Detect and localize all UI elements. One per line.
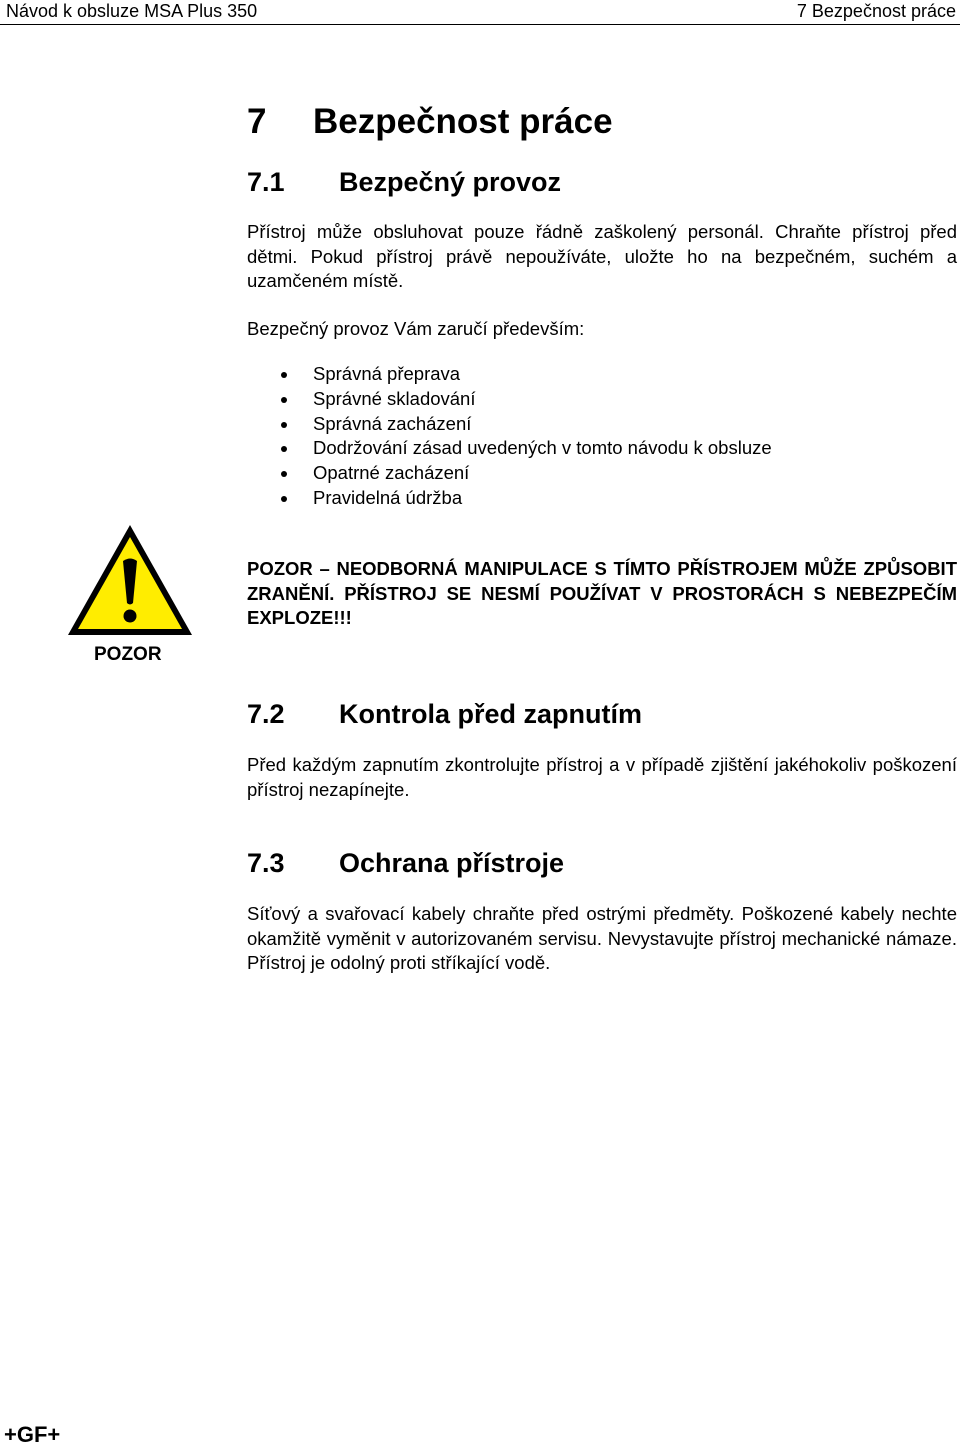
header-document-title: Návod k obsluze MSA Plus 350 [6,1,258,21]
header-chapter-title: 7 Bezpečnost práce [796,1,956,21]
warning-label: POZOR [94,644,162,665]
section-title: Bezpečný provoz [339,167,562,197]
section-title: Kontrola před zapnutím [339,699,642,729]
list-item: Opatrné zacházení [247,461,772,486]
section-7-1-intro: Bezpečný provoz Vám zaručí především: [247,318,585,339]
bullet-icon [281,397,287,403]
bullet-icon [281,422,287,428]
list-item: Správná zacházení [247,412,772,437]
chapter-number: 7 [247,102,267,141]
chapter-heading [247,100,613,144]
page-header [0,0,960,25]
section-7-2-paragraph: Před každým zapnutím zkontrolujte přístroj a v případě zjištění jakéhokoliv poškození přístroj nezapínejte. [247,754,957,800]
list-item: Pravidelná údržba [247,486,772,511]
safe-operation-list [247,362,772,511]
section-heading-7-3 [247,846,564,880]
warning-text: POZOR – NEODBORNÁ MANIPULACE S TÍMTO PŘÍSTROJEM MŮŽE ZPŮSOBIT ZRANĚNÍ. PŘÍSTROJ SE NESMÍ POUŽÍVAT V PROSTORÁCH S NEBEZPEČÍM EXPLOZE!!! [247,558,957,628]
warning-triangle-icon [66,523,194,637]
bullet-icon [281,496,287,502]
section-heading-7-2 [247,697,642,731]
list-item: Dodržování zásad uvedených v tomto návodu k obsluze [247,436,772,461]
section-7-1-paragraph: Přístroj může obsluhovat pouze řádně zaškolený personál. Chraňte přístroj před dětmi. Pokud přístroj právě nepoužíváte, uložte ho na bezpečném, suchém a uzamčeném místě. [247,221,957,291]
bullet-icon [281,372,287,378]
bullet-icon [281,446,287,452]
bullet-icon [281,471,287,477]
section-7-3-paragraph: Síťový a svařovací kabely chraňte před ostrými předměty. Poškozené kabely nechte okamžitě vyměnit v autorizovaném servisu. Nevystavujte přístroj mechanické námaze. Přístroj je odolný proti stříkající vodě. [247,903,957,973]
chapter-title: Bezpečnost práce [313,102,613,141]
list-item: Správné skladování [247,387,772,412]
gf-logo: +GF+ [4,1422,61,1447]
section-number: 7.2 [247,699,285,729]
list-item: Správná přeprava [247,362,772,387]
section-number: 7.3 [247,848,285,878]
section-heading-7-1 [247,165,561,199]
section-number: 7.1 [247,167,285,197]
section-title: Ochrana přístroje [339,848,565,878]
